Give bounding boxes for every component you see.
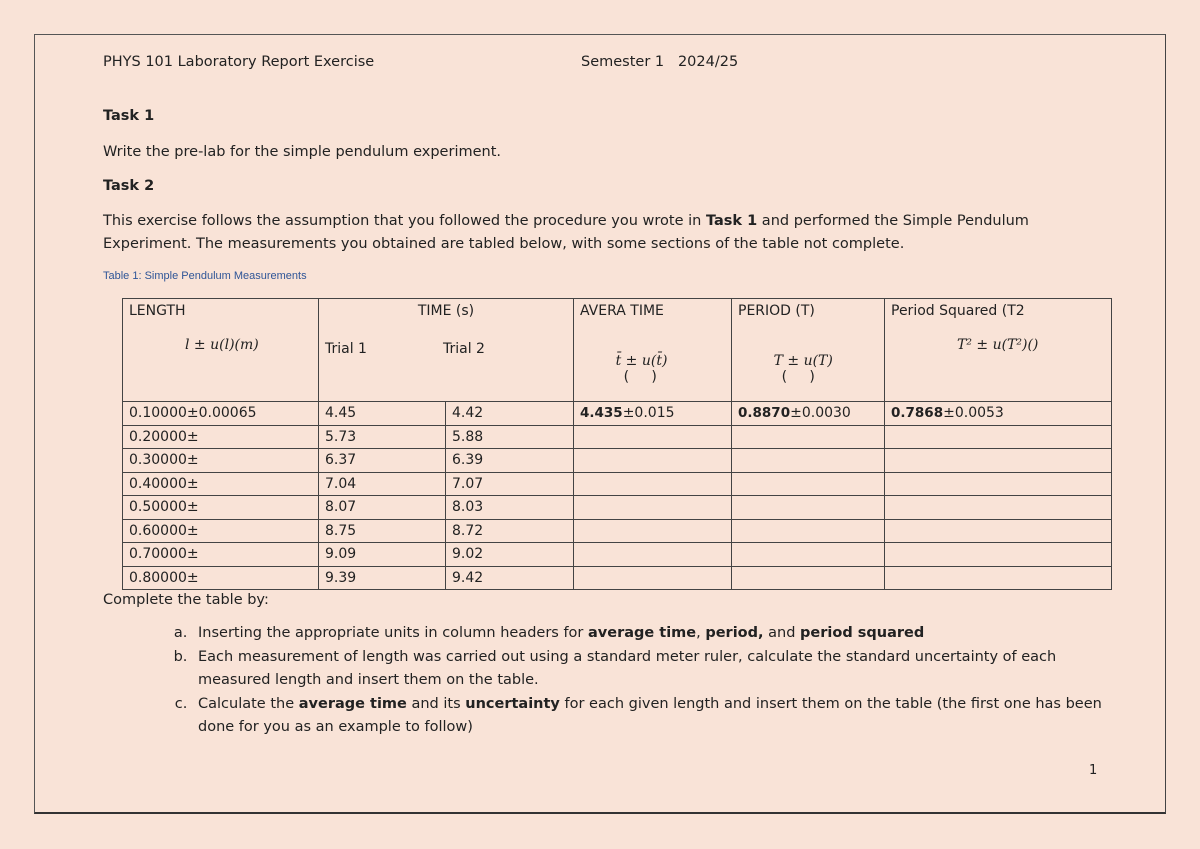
task2-bold-ref: Task 1 [705, 213, 758, 229]
cell-trial2-value: 4.42 [452, 405, 484, 422]
cell-trial2 [446, 566, 574, 590]
cell-length-value: 0.10000±0.00065 [129, 405, 257, 422]
cell-trial1-value: 4.45 [325, 405, 357, 422]
cell-length [123, 402, 319, 426]
header-average-time [574, 299, 732, 402]
header-average-symbol: t̄ ± u(t̄) [615, 353, 668, 369]
task2-paragraph-line2: Experiment. The measurements you obtained are tabled below, with some sections of the table not complete. [103, 236, 905, 252]
cell-trial1-value: 5.73 [325, 428, 357, 445]
cell-average [574, 519, 732, 543]
table-row [123, 472, 1112, 496]
instr-text: and its [406, 695, 466, 712]
measurements-table [122, 298, 1112, 590]
cell-length [123, 472, 319, 496]
header-trial2: Trial 2 [443, 341, 485, 357]
table-row [123, 496, 1112, 520]
instr-text: Inserting the appropriate units in column headers for [198, 625, 588, 641]
cell-period-squared [885, 472, 1112, 496]
cell-period-squared [885, 425, 1112, 449]
cell-average [574, 402, 732, 426]
cell-period-value: ±0.0030 [790, 405, 851, 422]
cell-length [123, 519, 319, 543]
instruction-c [192, 693, 1122, 740]
cell-period [732, 543, 885, 567]
cell-trial2 [446, 519, 574, 543]
cell-trial2-value: 6.39 [452, 452, 484, 469]
complete-intro: Complete the table by: [103, 592, 269, 608]
cell-length [123, 566, 319, 590]
instr-bold: uncertainty [465, 695, 560, 712]
cell-average [574, 472, 732, 496]
cell-length-value: 0.70000± [129, 546, 199, 563]
cell-trial2 [446, 402, 574, 426]
cell-trial2 [446, 543, 574, 567]
cell-period-squared [885, 519, 1112, 543]
instr-text: and [763, 625, 801, 641]
cell-trial2-value: 9.42 [452, 569, 484, 586]
cell-trial1 [319, 472, 446, 496]
header-trial1: Trial 1 [325, 341, 367, 357]
header-average-unit-blank: ( ) [623, 369, 657, 385]
cell-period-squared-value: 0.7868 [891, 405, 944, 422]
task2-paragraph-line1 [103, 210, 1029, 233]
header-time-label: TIME (s) [417, 303, 475, 319]
cell-trial2-value: 8.72 [452, 522, 484, 539]
cell-average [574, 543, 732, 567]
cell-period [732, 449, 885, 473]
table-row [123, 566, 1112, 590]
task1-text: Write the pre-lab for the simple pendulum experiment. [103, 144, 501, 160]
cell-trial1 [319, 425, 446, 449]
header-period-label: PERIOD (T) [738, 303, 815, 319]
cell-length-value: 0.40000± [129, 475, 199, 492]
cell-trial1 [319, 543, 446, 567]
header-period-symbol: T ± u(T) [773, 353, 833, 369]
cell-trial1-value: 8.75 [325, 522, 357, 539]
cell-trial1 [319, 519, 446, 543]
cell-average [574, 449, 732, 473]
cell-trial1 [319, 496, 446, 520]
table-row [123, 543, 1112, 567]
cell-period [732, 402, 885, 426]
table-header-row [123, 299, 1112, 402]
cell-period [732, 519, 885, 543]
header-length [123, 299, 319, 402]
cell-average-value: ±0.015 [622, 405, 675, 422]
cell-period-squared [885, 402, 1112, 426]
header-average-label: AVERA TIME [580, 303, 664, 319]
cell-average-value: 4.435 [580, 405, 623, 422]
cell-length [123, 449, 319, 473]
cell-length-value: 0.20000± [129, 428, 199, 445]
page-number: 1 [1089, 763, 1098, 778]
header-period-squared-symbol: T² ± u(T²)() [957, 337, 1039, 353]
cell-length-value: 0.30000± [129, 452, 199, 469]
instruction-a [192, 622, 1122, 646]
cell-trial1 [319, 402, 446, 426]
cell-trial1-value: 8.07 [325, 499, 357, 516]
table-body [123, 402, 1112, 590]
cell-average [574, 425, 732, 449]
table-row [123, 425, 1112, 449]
task2-text-part: This exercise follows the assumption that you followed the procedure you wrote in [103, 213, 706, 229]
instr-text: , [696, 625, 706, 641]
cell-trial1-value: 6.37 [325, 452, 357, 469]
cell-trial1-value: 9.09 [325, 546, 357, 563]
cell-period-squared [885, 496, 1112, 520]
cell-trial2 [446, 472, 574, 496]
cell-trial2 [446, 496, 574, 520]
table-caption: Table 1: Simple Pendulum Measurements [103, 270, 307, 282]
instr-bold: period, [705, 625, 764, 641]
cell-period [732, 566, 885, 590]
cell-period [732, 472, 885, 496]
cell-period-squared [885, 566, 1112, 590]
instr-bold: average time [588, 625, 697, 641]
cell-period-squared-value: ±0.0053 [943, 405, 1004, 422]
cell-trial2 [446, 425, 574, 449]
cell-trial2-value: 7.07 [452, 475, 484, 492]
header-length-symbol: l ± u(l)(m) [185, 337, 259, 353]
header-period-squared-label: Period Squared (T2 [891, 303, 1025, 319]
table-row [123, 449, 1112, 473]
cell-trial2 [446, 449, 574, 473]
cell-trial1-value: 7.04 [325, 475, 357, 492]
cell-period [732, 425, 885, 449]
cell-period [732, 496, 885, 520]
cell-length [123, 543, 319, 567]
cell-period-squared [885, 543, 1112, 567]
cell-trial1 [319, 449, 446, 473]
cell-period-value: 0.8870 [738, 405, 791, 422]
cell-average [574, 566, 732, 590]
instr-bold: period squared [800, 625, 925, 641]
cell-period-squared [885, 449, 1112, 473]
header-period-unit-blank: ( ) [781, 369, 815, 385]
task1-heading: Task 1 [103, 108, 155, 124]
instruction-b: b. Each measurement of length was carried out using a standard meter ruler, calculate the standard uncertainty of each measured length and insert them on the table. [192, 646, 1122, 693]
header-course-title: PHYS 101 Laboratory Report Exercise [103, 54, 375, 70]
header-semester: Semester 1 2024/25 [581, 54, 739, 70]
cell-trial1 [319, 566, 446, 590]
instr-text: for each given length and insert them on the table (the first one has been done for you as an example to follow) [198, 695, 1102, 735]
cell-trial2-value: 9.02 [452, 546, 484, 563]
header-length-label: LENGTH [129, 303, 186, 319]
cell-length [123, 496, 319, 520]
table-row [123, 519, 1112, 543]
cell-trial2-value: 8.03 [452, 499, 484, 516]
header-period [732, 299, 885, 402]
task2-heading: Task 2 [103, 178, 155, 194]
table-row [123, 402, 1112, 426]
cell-trial2-value: 5.88 [452, 428, 484, 445]
cell-length-value: 0.50000± [129, 499, 199, 516]
instr-text: Calculate the [198, 695, 299, 712]
header-time [319, 299, 574, 402]
instr-bold: average time [298, 695, 407, 712]
cell-length-value: 0.80000± [129, 569, 199, 586]
instruction-list [160, 622, 1122, 740]
cell-average [574, 496, 732, 520]
cell-length [123, 425, 319, 449]
cell-trial1-value: 9.39 [325, 569, 357, 586]
header-period-squared [885, 299, 1112, 402]
cell-length-value: 0.60000± [129, 522, 199, 539]
task2-text-part: and performed the Simple Pendulum [757, 213, 1029, 229]
